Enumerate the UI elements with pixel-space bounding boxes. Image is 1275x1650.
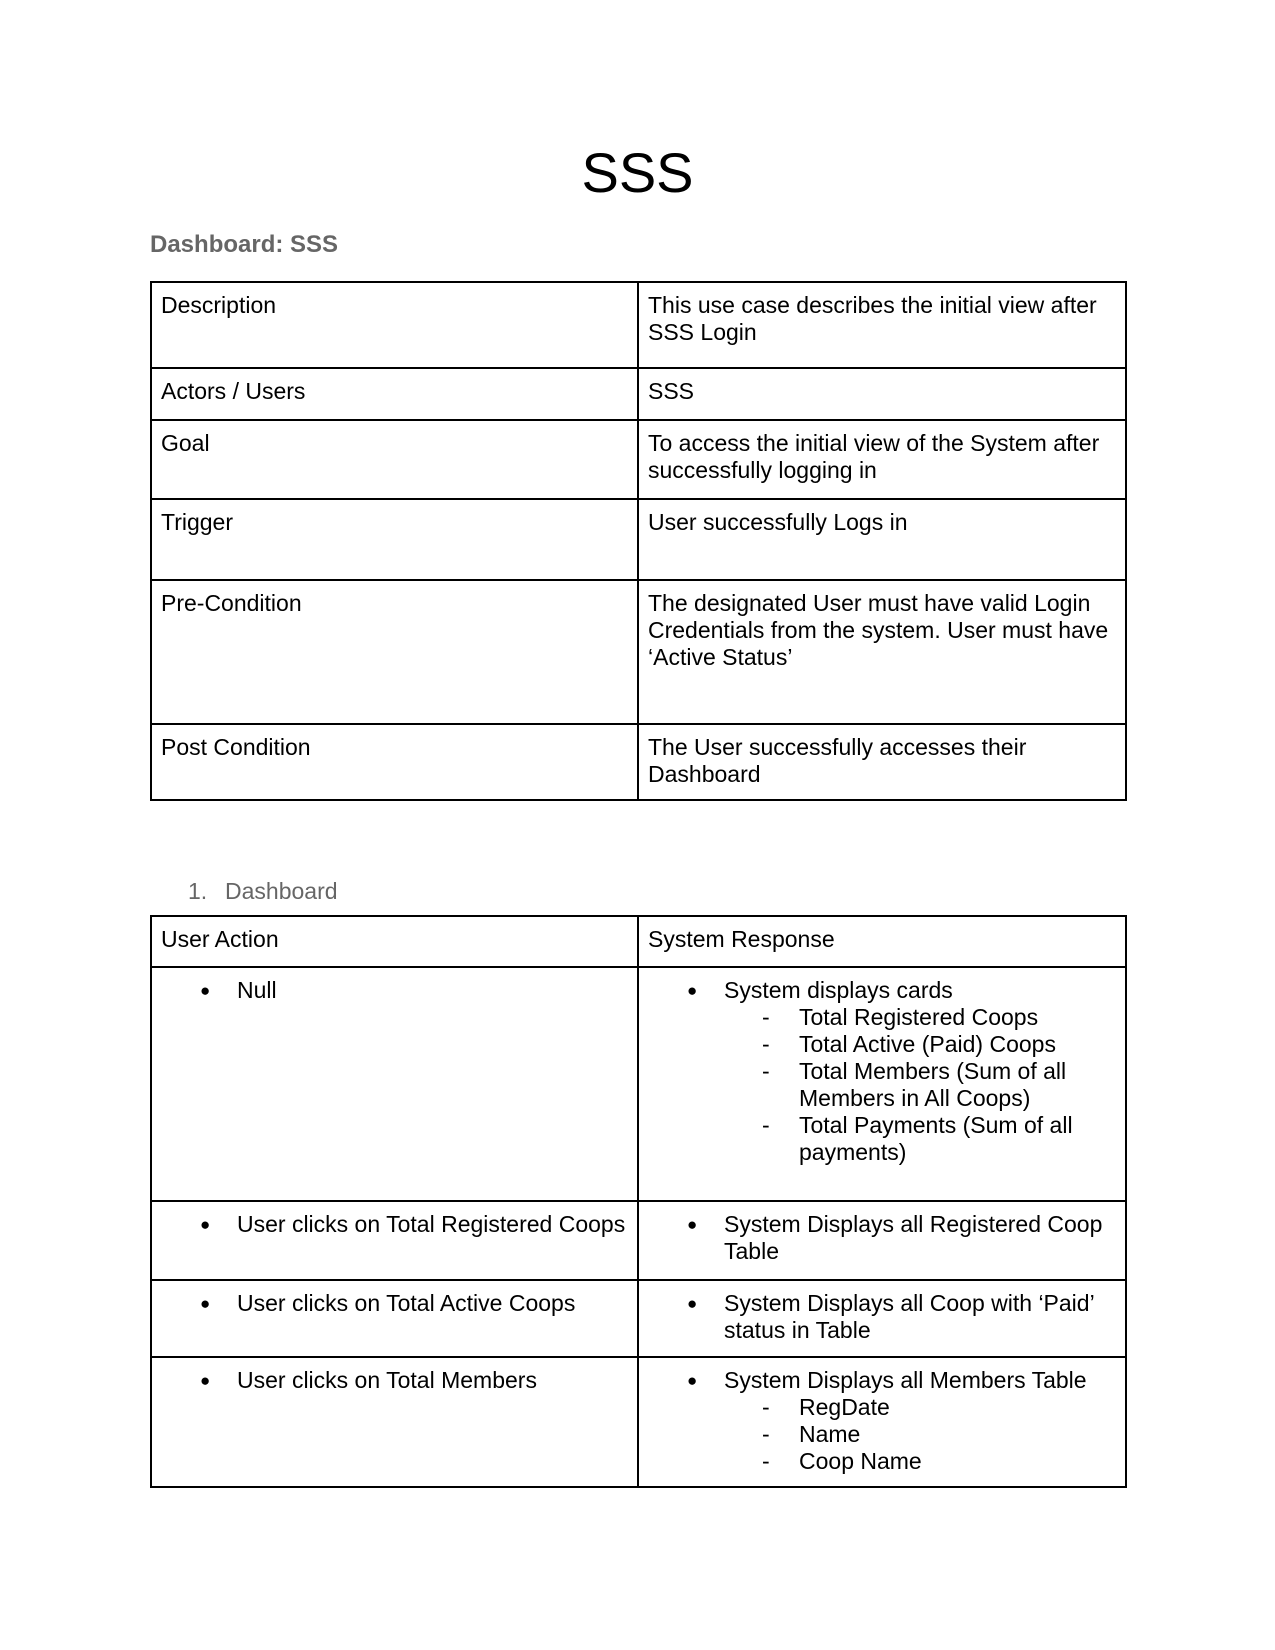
sub-item: - Total Registered Coops [762, 1004, 1116, 1031]
table-row [151, 368, 1126, 420]
section-number: 1. [188, 878, 208, 904]
user-action-cell [151, 1201, 638, 1280]
system-response-header: System Response [638, 916, 1126, 967]
response-item [687, 1367, 1116, 1475]
response-item: ● System Displays all Registered Coop Table [687, 1211, 1116, 1265]
table-row [151, 499, 1126, 580]
response-text: System displays cards [724, 977, 953, 1003]
action-item: ● User clicks on Total Registered Coops [200, 1211, 628, 1238]
response-text: System Displays all Members Table [724, 1367, 1087, 1393]
row-value: The User successfully accesses their Dashboard [638, 724, 1126, 800]
table-row [151, 1201, 1126, 1280]
user-action-cell [151, 967, 638, 1201]
sub-item: - Name [762, 1421, 1116, 1448]
row-label: Pre-Condition [151, 580, 638, 724]
sub-item: - RegDate [762, 1394, 1116, 1421]
action-item: ● User clicks on Total Active Coops [200, 1290, 628, 1317]
sub-item: - Coop Name [762, 1448, 1116, 1475]
sub-item: - Total Payments (Sum of all payments) [762, 1112, 1116, 1166]
page-subtitle: Dashboard: SSS [150, 231, 339, 258]
row-value: The designated User must have valid Login Credentials from the system. User must have ‘Active Status’ [638, 580, 1126, 724]
table-row [151, 1280, 1126, 1357]
page-title: SSS [581, 141, 694, 204]
table-header-row [151, 916, 1126, 967]
system-response-cell [638, 1357, 1126, 1487]
table-row [151, 1357, 1126, 1487]
row-value: User successfully Logs in [638, 499, 1126, 580]
response-item [687, 977, 1116, 1166]
row-value: This use case describes the initial view after SSS Login [638, 282, 1126, 368]
user-action-cell [151, 1280, 638, 1357]
sub-item: - Total Active (Paid) Coops [762, 1031, 1116, 1058]
row-label: Post Condition [151, 724, 638, 800]
system-response-cell [638, 967, 1126, 1201]
system-response-cell [638, 1201, 1126, 1280]
flow-table [150, 915, 1127, 1488]
response-item: ● System Displays all Coop with ‘Paid’ status in Table [687, 1290, 1116, 1344]
system-response-cell [638, 1280, 1126, 1357]
table-row [151, 967, 1126, 1201]
user-action-cell [151, 1357, 638, 1487]
table-row [151, 580, 1126, 724]
table-row [151, 724, 1126, 800]
section-title: Dashboard [225, 878, 338, 904]
row-label: Actors / Users [151, 368, 638, 420]
table-row [151, 282, 1126, 368]
use-case-table [150, 281, 1127, 801]
action-item: ● Null [200, 977, 628, 1004]
section-heading [188, 876, 338, 906]
row-label: Trigger [151, 499, 638, 580]
row-value: To access the initial view of the System after successfully logging in [638, 420, 1126, 499]
row-value: SSS [638, 368, 1126, 420]
user-action-header: User Action [151, 916, 638, 967]
row-label: Goal [151, 420, 638, 499]
action-item: ● User clicks on Total Members [200, 1367, 628, 1394]
row-label: Description [151, 282, 638, 368]
table-row [151, 420, 1126, 499]
sub-item: - Total Members (Sum of all Members in All Coops) [762, 1058, 1116, 1112]
